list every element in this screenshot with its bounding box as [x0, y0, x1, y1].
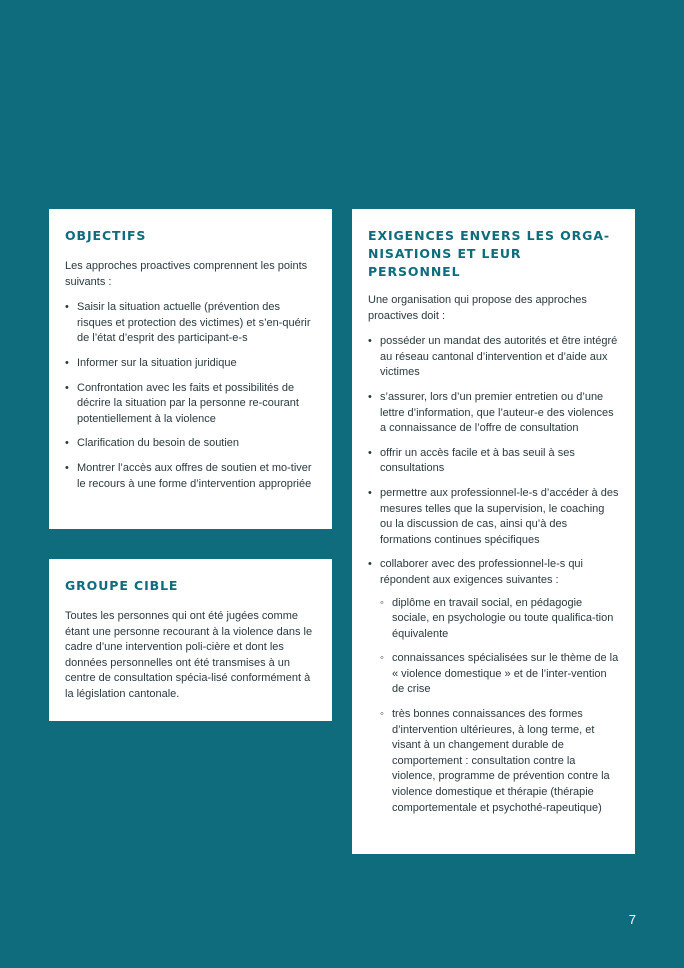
page-number: 7 — [628, 912, 636, 927]
exigences-item: • offrir un accès facile et à bas seuil à ses consultations — [368, 446, 619, 477]
exigences-item: • s’assurer, lors d’un premier entretien ou d’une lettre d’information, que l’auteur-e des violences a connaissance de l’offre de consultation — [368, 390, 619, 437]
objectifs-card — [49, 209, 332, 529]
objectifs-item: • Clarification du besoin de soutien — [65, 436, 316, 452]
exigences-intro: Une organisation qui propose des approches proactives doit : — [368, 294, 587, 322]
exigences-subitem: ◦ connaissances spécialisées sur le thème de la « violence domestique » et de l’inter-vention de crise — [380, 651, 619, 698]
exigences-sublist — [380, 596, 619, 817]
exigences-subitem: ◦ très bonnes connaissances des formes d’intervention ultérieures, à long terme, et visant à un changement durable de comportement : consultation contre la violence, programme de prévention contre la violence domestique et thérapie (thérapie comportementale et psychothé-rapeutique) — [380, 707, 619, 816]
exigences-item: • permettre aux professionnel-le-s d’accéder à des mesures telles que la supervision, le coaching ou la discussion de cas, ainsi qu’à des formations continues spécifiques — [368, 486, 619, 548]
objectifs-item: • Montrer l’accès aux offres de soutien et mo-tiver le recours à une forme d’intervention appropriée — [65, 461, 316, 492]
objectifs-title: OBJECTIFS — [65, 228, 147, 243]
objectifs-intro: Les approches proactives comprennent les points suivants : — [65, 260, 308, 288]
exigences-subitem: ◦ diplôme en travail social, en pédagogie sociale, en psychologie ou toute qualifica-tion équivalente — [380, 596, 619, 643]
groupe-cible-title: GROUPE CIBLE — [65, 578, 179, 593]
exigences-card — [352, 209, 635, 854]
exigences-list — [368, 334, 619, 816]
groupe-cible-card — [49, 559, 332, 721]
exigences-item-with-sublist — [368, 557, 619, 816]
groupe-cible-body: Toutes les personnes qui ont été jugées comme étant une personne recourant à la violence dans le cadre d’une intervention poli-cière et dont les données personnelles ont été transmises à un centre de consultation spécia-lisé conformément à la législation cantonale. — [65, 610, 313, 700]
objectifs-item: • Saisir la situation actuelle (prévention des risques et protection des victimes) et s’en-quérir de l’état d’esprit des participant-e-s — [65, 300, 316, 347]
objectifs-item: • Confrontation avec les faits et possibilités de décrire la situation par la personne re-courant potentiellement à la violence — [65, 381, 316, 428]
exigences-item: • posséder un mandat des autorités et être intégré au réseau cantonal d’intervention et d’aide aux victimes — [368, 334, 619, 381]
objectifs-item: • Informer sur la situation juridique — [65, 356, 316, 372]
exigences-title: EXIGENCES ENVERS LES ORGA-NISATIONS ET LEUR PERSONNEL — [368, 228, 610, 279]
objectifs-list — [65, 300, 316, 492]
exigences-item-text: collaborer avec des professionnel-le-s qui répondent aux exigences suivantes : — [380, 558, 583, 586]
